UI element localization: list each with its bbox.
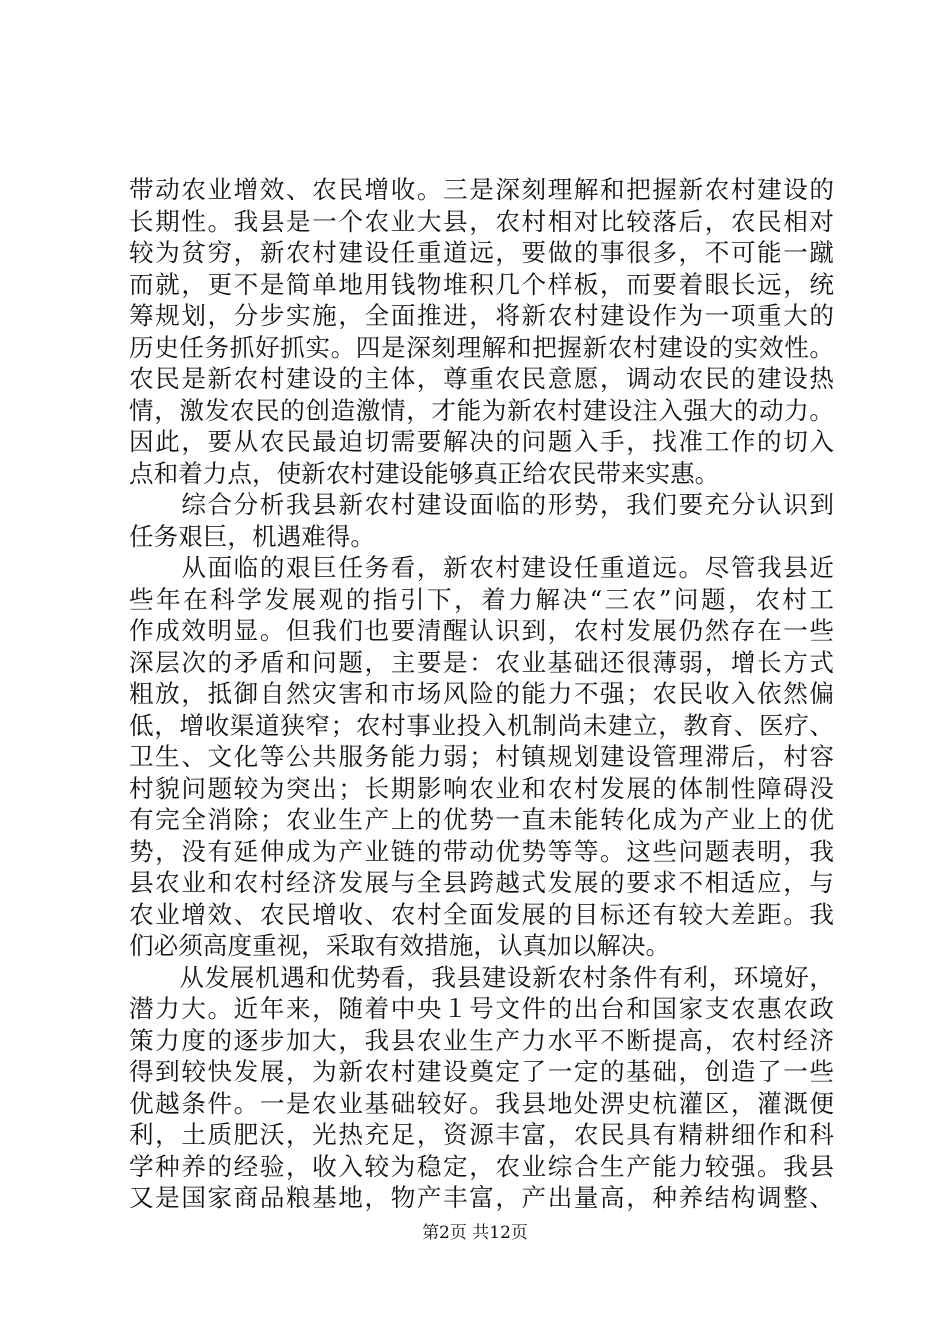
text-line: 优越条件。一是农业基础较好。我县地处淠史杭灌区，灌溉便 — [129, 1088, 834, 1118]
text-line: 筹规划，分步实施，全面推进，将新农村建设作为一项重大的 — [129, 301, 834, 330]
text-line: 们必须高度重视，采取有效措施，认真加以解决。 — [129, 931, 671, 960]
text-line: 村貌问题较为突出；长期影响农业和农村发展的体制性障碍没 — [129, 773, 834, 803]
text-line: 带动农业增效、农民增收。三是深刻理解和把握新农村建设的 — [129, 175, 834, 204]
text-line: 较为贫穷，新农村建设任重道远，要做的事很多，不可能一蹴 — [129, 238, 834, 267]
text-line: 作成效明显。但我们也要清醒认识到，农村发展仍然存在一些 — [129, 616, 834, 645]
text-line: 得到较快发展，为新农村建设奠定了一定的基础，创造了一些 — [129, 1057, 834, 1086]
text-line: 利，土质肥沃，光热充足，资源丰富，农民具有精耕细作和科 — [129, 1120, 834, 1149]
text-line: 长期性。我县是一个农业大县，农村相对比较落后，农民相对 — [129, 206, 834, 236]
text-line: 县农业和农村经济发展与全县跨越式发展的要求不相适应，与 — [129, 868, 834, 897]
text-line: 潜力大。近年来，随着中央１号文件的出台和国家支农惠农政 — [129, 994, 834, 1023]
text-line: 有完全消除；农业生产上的优势一直未能转化成为产业上的优 — [129, 805, 834, 834]
text-line: 从面临的艰巨任务看，新农村建设任重道远。尽管我县近 — [129, 553, 834, 582]
text-line: 势，没有延伸成为产业链的带动优势等等。这些问题表明，我 — [129, 836, 834, 866]
text-line: 点和着力点，使新农村建设能够真正给农民带来实惠。 — [129, 458, 720, 488]
text-line: 农民是新农村建设的主体，尊重农民意愿，调动农民的建设热 — [129, 364, 834, 393]
text-line: 情，激发农民的创造激情，才能为新农村建设注入强大的动力。 — [129, 395, 834, 425]
text-line: 农业增效、农民增收、农村全面发展的目标还有较大差距。我 — [129, 899, 834, 929]
page-footer: 第2页 共12页 — [422, 1223, 528, 1243]
text-line: 些年在科学发展观的指引下，着力解决“三农”问题，农村工 — [129, 584, 834, 614]
text-line: 而就，更不是简单地用钱物堆积几个样板，而要着眼长远，统 — [129, 269, 834, 299]
text-line: 历史任务抓好抓实。四是深刻理解和把握新农村建设的实效性。 — [129, 332, 834, 362]
text-line: 深层次的矛盾和问题，主要是：农业基础还很薄弱，增长方式 — [129, 647, 834, 677]
text-line: 又是国家商品粮基地，物产丰富，产出量高，种养结构调整、 — [129, 1183, 834, 1212]
text-line: 综合分析我县新农村建设面临的形势，我们要充分认识到 — [129, 490, 834, 519]
body-text — [129, 174, 834, 1214]
text-line: 因此，要从农民最迫切需要解决的问题入手，找准工作的切入 — [129, 427, 834, 456]
text-line: 策力度的逐步加大，我县农业生产力水平不断提高，农村经济 — [129, 1025, 834, 1055]
text-line: 学种养的经验，收入较为稳定，农业综合生产能力较强。我县 — [129, 1151, 834, 1181]
text-line: 从发展机遇和优势看，我县建设新农村条件有利，环境好， — [129, 962, 834, 992]
text-line: 粗放，抵御自然灾害和市场风险的能力不强；农民收入依然偏 — [129, 679, 834, 708]
text-line: 卫生、文化等公共服务能力弱；村镇规划建设管理滞后，村容 — [129, 742, 834, 771]
text-line: 任务艰巨，机遇难得。 — [129, 521, 375, 551]
text-line: 低，增收渠道狭窄；农村事业投入机制尚未建立，教育、医疗、 — [129, 710, 834, 740]
